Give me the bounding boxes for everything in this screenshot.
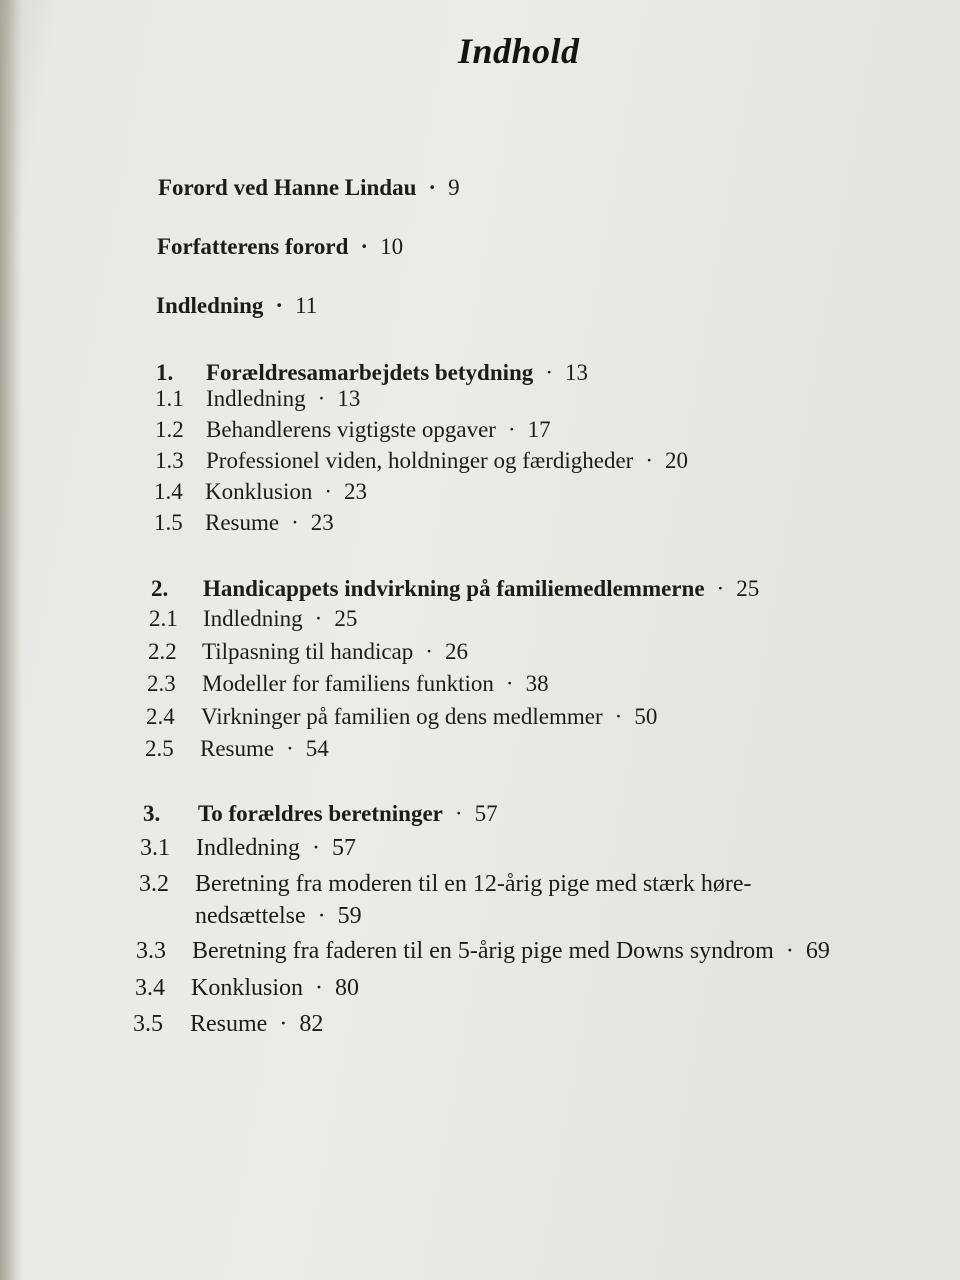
chapter-title: Handicappets indvirkning på familiemedlemmerne xyxy=(203,576,705,601)
item-number: 3.5 xyxy=(133,1011,163,1037)
item-title: Virkninger på familien og dens medlemmer xyxy=(201,704,603,729)
item-number: 2.3 xyxy=(147,671,176,696)
item-number: 3.2 xyxy=(139,871,169,897)
entry-separator: · xyxy=(545,360,553,385)
entry-page: 50 xyxy=(634,704,658,729)
entry-separator: · xyxy=(360,234,369,259)
entry-text: Indledning xyxy=(156,293,264,318)
entry-page: 11 xyxy=(295,293,318,318)
toc-entry-indledning xyxy=(156,292,317,320)
item-number: 3.1 xyxy=(140,835,170,861)
chapter-number: 3. xyxy=(143,801,161,826)
toc-entry-forfatterens-forord xyxy=(157,233,403,261)
item-number: 1.4 xyxy=(154,479,183,504)
entry-separator: · xyxy=(425,639,433,664)
entry-page: 57 xyxy=(331,835,356,861)
entry-page: 38 xyxy=(525,671,549,696)
entry-page: 9 xyxy=(448,175,460,200)
item-number: 2.4 xyxy=(146,704,175,729)
entry-page: 59 xyxy=(337,903,362,929)
item-title: Modeller for familiens funktion xyxy=(202,671,494,696)
entry-separator: · xyxy=(428,175,437,200)
entry-separator: · xyxy=(315,975,324,1001)
entry-page: 57 xyxy=(474,801,498,826)
item-title: Resume xyxy=(200,736,275,761)
entry-page: 23 xyxy=(344,479,368,504)
item-title: Konklusion xyxy=(205,479,313,504)
item-title: Tilpasning til handicap xyxy=(202,639,414,664)
entry-page: 80 xyxy=(335,975,360,1001)
entry-separator: · xyxy=(645,448,654,473)
chapter-number: 1. xyxy=(156,360,174,385)
entry-separator: · xyxy=(716,576,725,601)
toc-item-3-2-continued xyxy=(195,902,695,930)
entry-text: Forord ved Hanne Lindau xyxy=(158,175,417,200)
entry-page: 25 xyxy=(736,576,760,601)
item-title-continued: nedsættelse xyxy=(195,903,306,929)
item-title: Professionel viden, holdninger og færdigheder xyxy=(206,448,634,473)
entry-page: 69 xyxy=(805,938,830,964)
entry-separator: · xyxy=(314,606,323,631)
entry-separator: · xyxy=(275,293,284,318)
toc-entry-forord xyxy=(158,174,460,202)
entry-separator: · xyxy=(454,801,463,826)
entry-page: 13 xyxy=(564,360,588,385)
chapter-title: Forældresamarbejdets betydning xyxy=(206,360,534,385)
item-title: Konklusion xyxy=(191,975,304,1001)
entry-separator: · xyxy=(291,510,299,535)
item-number: 1.3 xyxy=(155,448,184,473)
item-title: Indledning xyxy=(203,606,303,631)
entry-separator: · xyxy=(311,835,320,861)
entry-separator: · xyxy=(286,736,294,761)
entry-separator: · xyxy=(785,938,794,964)
item-number: 2.1 xyxy=(149,606,178,631)
item-title: Behandlerens vigtigste opgaver xyxy=(206,417,496,442)
entry-page: 23 xyxy=(310,510,334,535)
entry-page: 13 xyxy=(337,386,361,411)
item-title: Beretning fra moderen til en 12-årig pige med stærk høre- xyxy=(195,871,752,897)
entry-page: 26 xyxy=(444,639,468,664)
entry-page: 54 xyxy=(305,736,329,761)
entry-separator: · xyxy=(279,1011,288,1037)
item-number: 1.1 xyxy=(155,386,184,411)
item-number: 3.3 xyxy=(136,938,166,964)
item-title: Indledning xyxy=(206,386,306,411)
item-title: Resume xyxy=(190,1011,268,1037)
entry-separator: · xyxy=(614,704,623,729)
entry-separator: · xyxy=(317,386,326,411)
chapter-title: To forældres beretninger xyxy=(198,801,443,826)
item-title: Beretning fra faderen til en 5-årig pige med Downs syndrom xyxy=(192,938,774,964)
item-title: Indledning xyxy=(196,835,300,861)
entry-page: 17 xyxy=(527,417,551,442)
entry-text: Forfatterens forord xyxy=(157,234,349,259)
entry-separator: · xyxy=(507,417,516,442)
entry-page: 82 xyxy=(299,1011,324,1037)
entry-page: 20 xyxy=(665,448,689,473)
entry-page: 10 xyxy=(380,234,404,259)
page-title: Indhold xyxy=(458,31,580,71)
chapter-number: 2. xyxy=(151,576,169,601)
entry-separator: · xyxy=(317,903,326,929)
item-number: 2.5 xyxy=(145,736,174,761)
book-spine-shadow xyxy=(0,0,22,1280)
entry-page: 25 xyxy=(334,606,358,631)
item-number: 1.2 xyxy=(155,417,184,442)
entry-separator: · xyxy=(505,671,514,696)
item-number: 1.5 xyxy=(154,510,183,535)
item-number: 2.2 xyxy=(148,639,177,664)
entry-separator: · xyxy=(324,479,333,504)
item-number: 3.4 xyxy=(135,975,165,1001)
item-title: Resume xyxy=(205,510,280,535)
